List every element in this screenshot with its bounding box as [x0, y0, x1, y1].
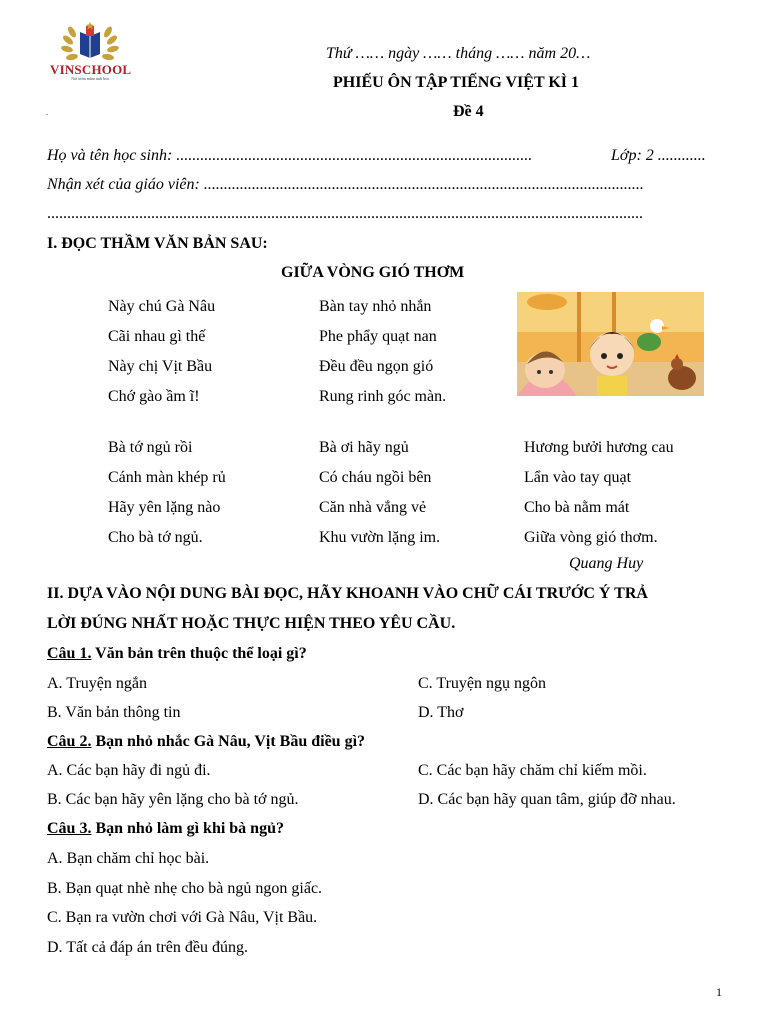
section-2-heading-line-2: LỜI ĐÚNG NHẤT HOẶC THỰC HIỆN THEO YÊU CẦU. [47, 615, 456, 632]
question-text: Bạn nhỏ nhắc Gà Nâu, Vịt Bầu điều gì? [91, 733, 366, 750]
poem-stanza-2-col-3 [524, 433, 674, 553]
poem-line: Hãy yên lặng nào [108, 499, 221, 516]
worksheet-title: PHIẾU ÔN TẬP TIẾNG VIỆT KÌ 1 [333, 74, 579, 91]
poem-line: Lẩn vào tay quạt [524, 469, 632, 486]
section-2-heading-line-1: II. DỰA VÀO NỘI DUNG BÀI ĐỌC, HÃY KHOANH VÀO CHỮ CÁI TRƯỚC Ý TRẢ [47, 585, 648, 602]
question-text: Văn bản trên thuộc thể loại gì? [91, 645, 307, 662]
answer-option: D. Tất cả đáp án trên đều đúng. [47, 939, 248, 956]
question-text: Bạn nhỏ làm gì khi bà ngủ? [91, 820, 284, 837]
teacher-comment-field: Nhận xét của giáo viên: .............................................................................................................. [47, 176, 644, 193]
question-2 [47, 733, 365, 751]
poem-stanza-2-col-2 [319, 433, 440, 553]
answer-option: D. Thơ [418, 704, 464, 721]
answer-option: B. Bạn quạt nhè nhẹ cho bà ngủ ngon giấc. [47, 880, 323, 897]
poem-line: Cánh màn khép rủ [108, 469, 226, 486]
answer-option: D. Các bạn hãy quan tâm, giúp đỡ nhau. [418, 791, 676, 808]
poem-stanza-1-col-1 [108, 292, 215, 412]
answer-option: C. Truyện ngụ ngôn [418, 675, 547, 692]
poem-line: Có cháu ngồi bên [319, 469, 432, 486]
poem-line: Rung rinh góc màn. [319, 388, 447, 405]
poem-line: Chớ gào ầm ĩ! [108, 388, 200, 405]
logo-tagline: Nơi ươm mầm tinh hoa [71, 76, 109, 81]
poem-line: Căn nhà vắng vẻ [319, 499, 427, 516]
question-3 [47, 820, 284, 838]
page-number: 1 [716, 985, 722, 999]
poem-line: Cho bà tớ ngủ. [108, 529, 203, 546]
poem-stanza-1-col-2 [319, 292, 446, 412]
answer-option: A. Các bạn hãy đi ngủ đi. [47, 762, 211, 779]
question-label: Câu 1. [47, 645, 92, 662]
answer-option: B. Văn bản thông tin [47, 704, 181, 721]
poem-line: Khu vườn lặng im. [319, 529, 441, 546]
poem-line: Này chị Vịt Bầu [108, 358, 213, 375]
poem-line: Giữa vòng gió thơm. [524, 529, 658, 546]
question-label: Câu 2. [47, 733, 92, 750]
answer-option: C. Các bạn hãy chăm chỉ kiếm mồi. [418, 762, 647, 779]
poem-line: Cho bà nằm mát [524, 499, 630, 516]
answer-option: C. Bạn ra vườn chơi với Gà Nâu, Vịt Bầu. [47, 909, 318, 926]
student-name-field: Họ và tên học sinh: ......................................................................................... [47, 147, 533, 164]
question-1 [47, 645, 307, 663]
date-line: Thứ …… ngày …… tháng …… năm 20… [326, 45, 591, 62]
poem-illustration [517, 292, 704, 396]
poem-stanza-2-col-1 [108, 433, 226, 553]
answer-option: A. Truyện ngắn [47, 675, 148, 692]
poem-line: Bà ơi hãy ngủ [319, 439, 409, 456]
section-1-heading: I. ĐỌC THẦM VĂN BẢN SAU: [47, 235, 268, 252]
poem-line: Cãi nhau gì thế [108, 328, 206, 345]
poem-line: Phe phẩy quạt nan [319, 328, 437, 345]
comment-extra-line: ..................................................................................................................................................... [47, 205, 643, 222]
poem-title: GIỮA VÒNG GIÓ THƠM [281, 264, 465, 281]
question-label: Câu 3. [47, 820, 92, 837]
poem-line: Hương bưởi hương cau [524, 439, 674, 456]
worksheet-subtitle: Đề 4 [453, 103, 484, 120]
answer-option: A. Bạn chăm chỉ học bài. [47, 850, 210, 867]
logo-text: VINSCHOOL [50, 62, 132, 77]
poem-line: Bàn tay nhỏ nhắn [319, 298, 432, 315]
school-logo [50, 18, 130, 82]
poem-line: Này chú Gà Nâu [108, 298, 216, 315]
poem-line: Bà tớ ngủ rồi [108, 439, 193, 456]
class-field: Lớp: 2 ............ [611, 147, 706, 164]
poem-line: Đều đều ngọn gió [319, 358, 434, 375]
answer-option: B. Các bạn hãy yên lặng cho bà tớ ngủ. [47, 791, 299, 808]
stray-dot: . [46, 108, 48, 117]
laurel-book-icon [50, 18, 130, 64]
poem-author: Quang Huy [569, 555, 644, 572]
